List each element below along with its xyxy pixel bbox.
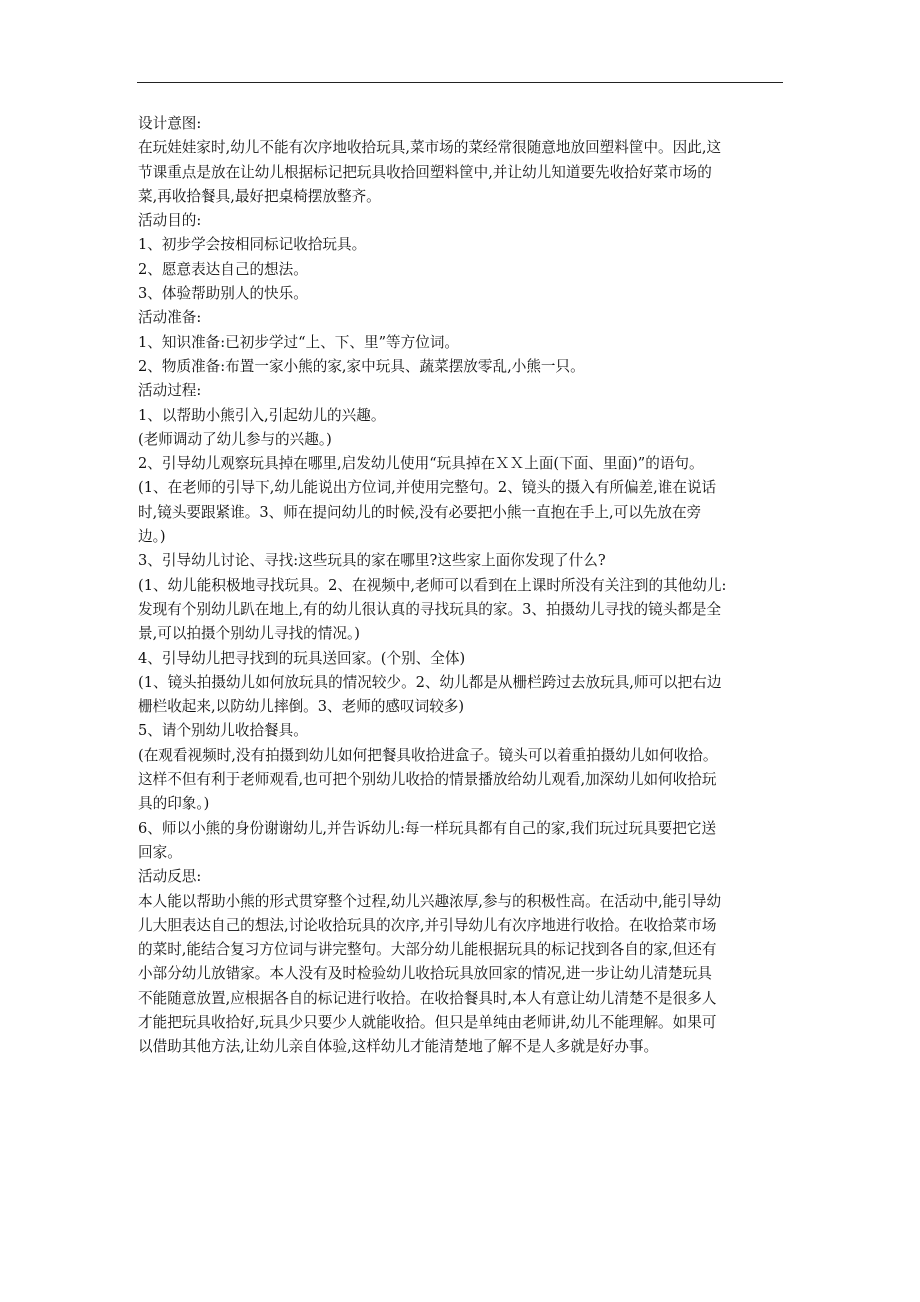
text-line: (1、幼儿能积极地寻找玩具。2、在视频中,老师可以看到在上课时所没有关注到的其他幼儿: bbox=[138, 576, 727, 594]
text-line: 的菜时,能结合复习方位词与讲完整句。大部分幼儿能根据玩具的标记找到各自的家,但还有 bbox=[138, 941, 717, 959]
document-body bbox=[138, 112, 790, 1060]
text-line: (1、镜头拍摄幼儿如何放玩具的情况较少。2、幼儿都是从栅栏跨过去放玩具,师可以把右边 bbox=[138, 673, 722, 691]
text-line: 本人能以帮助小熊的形式贯穿整个过程,幼儿兴趣浓厚,参与的积极性高。在活动中,能引导幼 bbox=[138, 892, 722, 910]
text-line: 2、愿意表达自己的想法。 bbox=[138, 260, 308, 278]
text-line: 具的印象。) bbox=[138, 795, 210, 813]
text-line: 发现有个别幼儿趴在地上,有的幼儿很认真的寻找玩具的家。3、拍摄幼儿寻找的镜头都是全 bbox=[138, 600, 722, 618]
text-line: 菜,再收拾餐具,最好把桌椅摆放整齐。 bbox=[138, 187, 381, 205]
text-line: 3、引导幼儿讨论、寻找:这些玩具的家在哪里?这些家上面你发现了什么? bbox=[138, 552, 606, 570]
text-line: 小部分幼儿放错家。本人没有及时检验幼儿收拾玩具放回家的情况,进一步让幼儿清楚玩具 bbox=[138, 965, 712, 983]
text-line: 6、师以小熊的身份谢谢幼儿,并告诉幼儿:每一样玩具都有自己的家,我们玩过玩具要把它送 bbox=[138, 819, 717, 837]
text-line: 活动反思: bbox=[138, 868, 202, 886]
text-line: 栅栏收起来,以防幼儿摔倒。3、老师的感叹词较多) bbox=[138, 698, 465, 716]
text-line: (老师调动了幼儿参与的兴趣。) bbox=[138, 430, 332, 448]
header-rule bbox=[137, 82, 783, 83]
text-line: (1、在老师的引导下,幼儿能说出方位词,并使用完整句。2、镜头的摄入有所偏差,谁在说话 bbox=[138, 479, 717, 497]
text-line: 节课重点是放在让幼儿根据标记把玩具收拾回塑料筐中,并让幼儿知道要先收拾好菜市场的 bbox=[138, 163, 712, 181]
text-line: 1、以帮助小熊引入,引起幼儿的兴趣。 bbox=[138, 406, 386, 424]
text-line: (在观看视频时,没有拍摄到幼儿如何把餐具收拾进盒子。镜头可以着重拍摄幼儿如何收拾。 bbox=[138, 746, 718, 764]
text-line: 1、知识准备:已初步学过“上、下、里”等方位词。 bbox=[138, 333, 460, 351]
text-line: 4、引导幼儿把寻找到的玩具送回家。(个别、全体) bbox=[138, 649, 466, 667]
text-line: 1、初步学会按相同标记收拾玩具。 bbox=[138, 236, 367, 254]
text-line: 才能把玩具收拾好,玩具少只要少人就能收拾。但只是单纯由老师讲,幼儿不能理解。如果可 bbox=[138, 1013, 717, 1031]
text-line: 活动过程: bbox=[138, 382, 202, 400]
text-line: 时,镜头要跟紧谁。3、师在提问幼儿的时候,没有必要把小熊一直抱在手上,可以先放在旁 bbox=[138, 503, 702, 521]
text-line: 儿大胆表达自己的想法,讨论收拾玩具的次序,并引导幼儿有次序地进行收拾。在收拾菜市场 bbox=[138, 916, 717, 934]
text-line: 3、体验帮助别人的快乐。 bbox=[138, 285, 308, 303]
text-line: 活动准备: bbox=[138, 309, 202, 327]
text-line: 回家。 bbox=[138, 843, 182, 861]
text-line: 2、引导幼儿观察玩具掉在哪里,启发幼儿使用“玩具掉在ＸＸ上面(下面、里面)”的语句。 bbox=[138, 455, 704, 473]
text-line: 边。) bbox=[138, 528, 166, 546]
text-line: 不能随意放置,应根据各自的标记进行收拾。在收拾餐具时,本人有意让幼儿清楚不是很多人 bbox=[138, 989, 717, 1007]
text-line: 设计意图: bbox=[138, 115, 202, 132]
text-line: 在玩娃娃家时,幼儿不能有次序地收拾玩具,菜市场的菜经常很随意地放回塑料筐中。因此,这 bbox=[138, 139, 722, 157]
text-line: 活动目的: bbox=[138, 212, 202, 230]
text-line: 景,可以拍摄个别幼儿寻找的情况。) bbox=[138, 625, 360, 643]
text-line: 2、物质准备:布置一家小熊的家,家中玩具、蔬菜摆放零乱,小熊一只。 bbox=[138, 357, 585, 375]
text-line: 以借助其他方法,让幼儿亲自体验,这样幼儿才能清楚地了解不是人多就是好办事。 bbox=[138, 1038, 659, 1056]
text-line: 这样不但有利于老师观看,也可把个别幼儿收拾的情景播放给幼儿观看,加深幼儿如何收拾玩 bbox=[138, 771, 717, 789]
text-line: 5、请个别幼儿收拾餐具。 bbox=[138, 722, 308, 740]
